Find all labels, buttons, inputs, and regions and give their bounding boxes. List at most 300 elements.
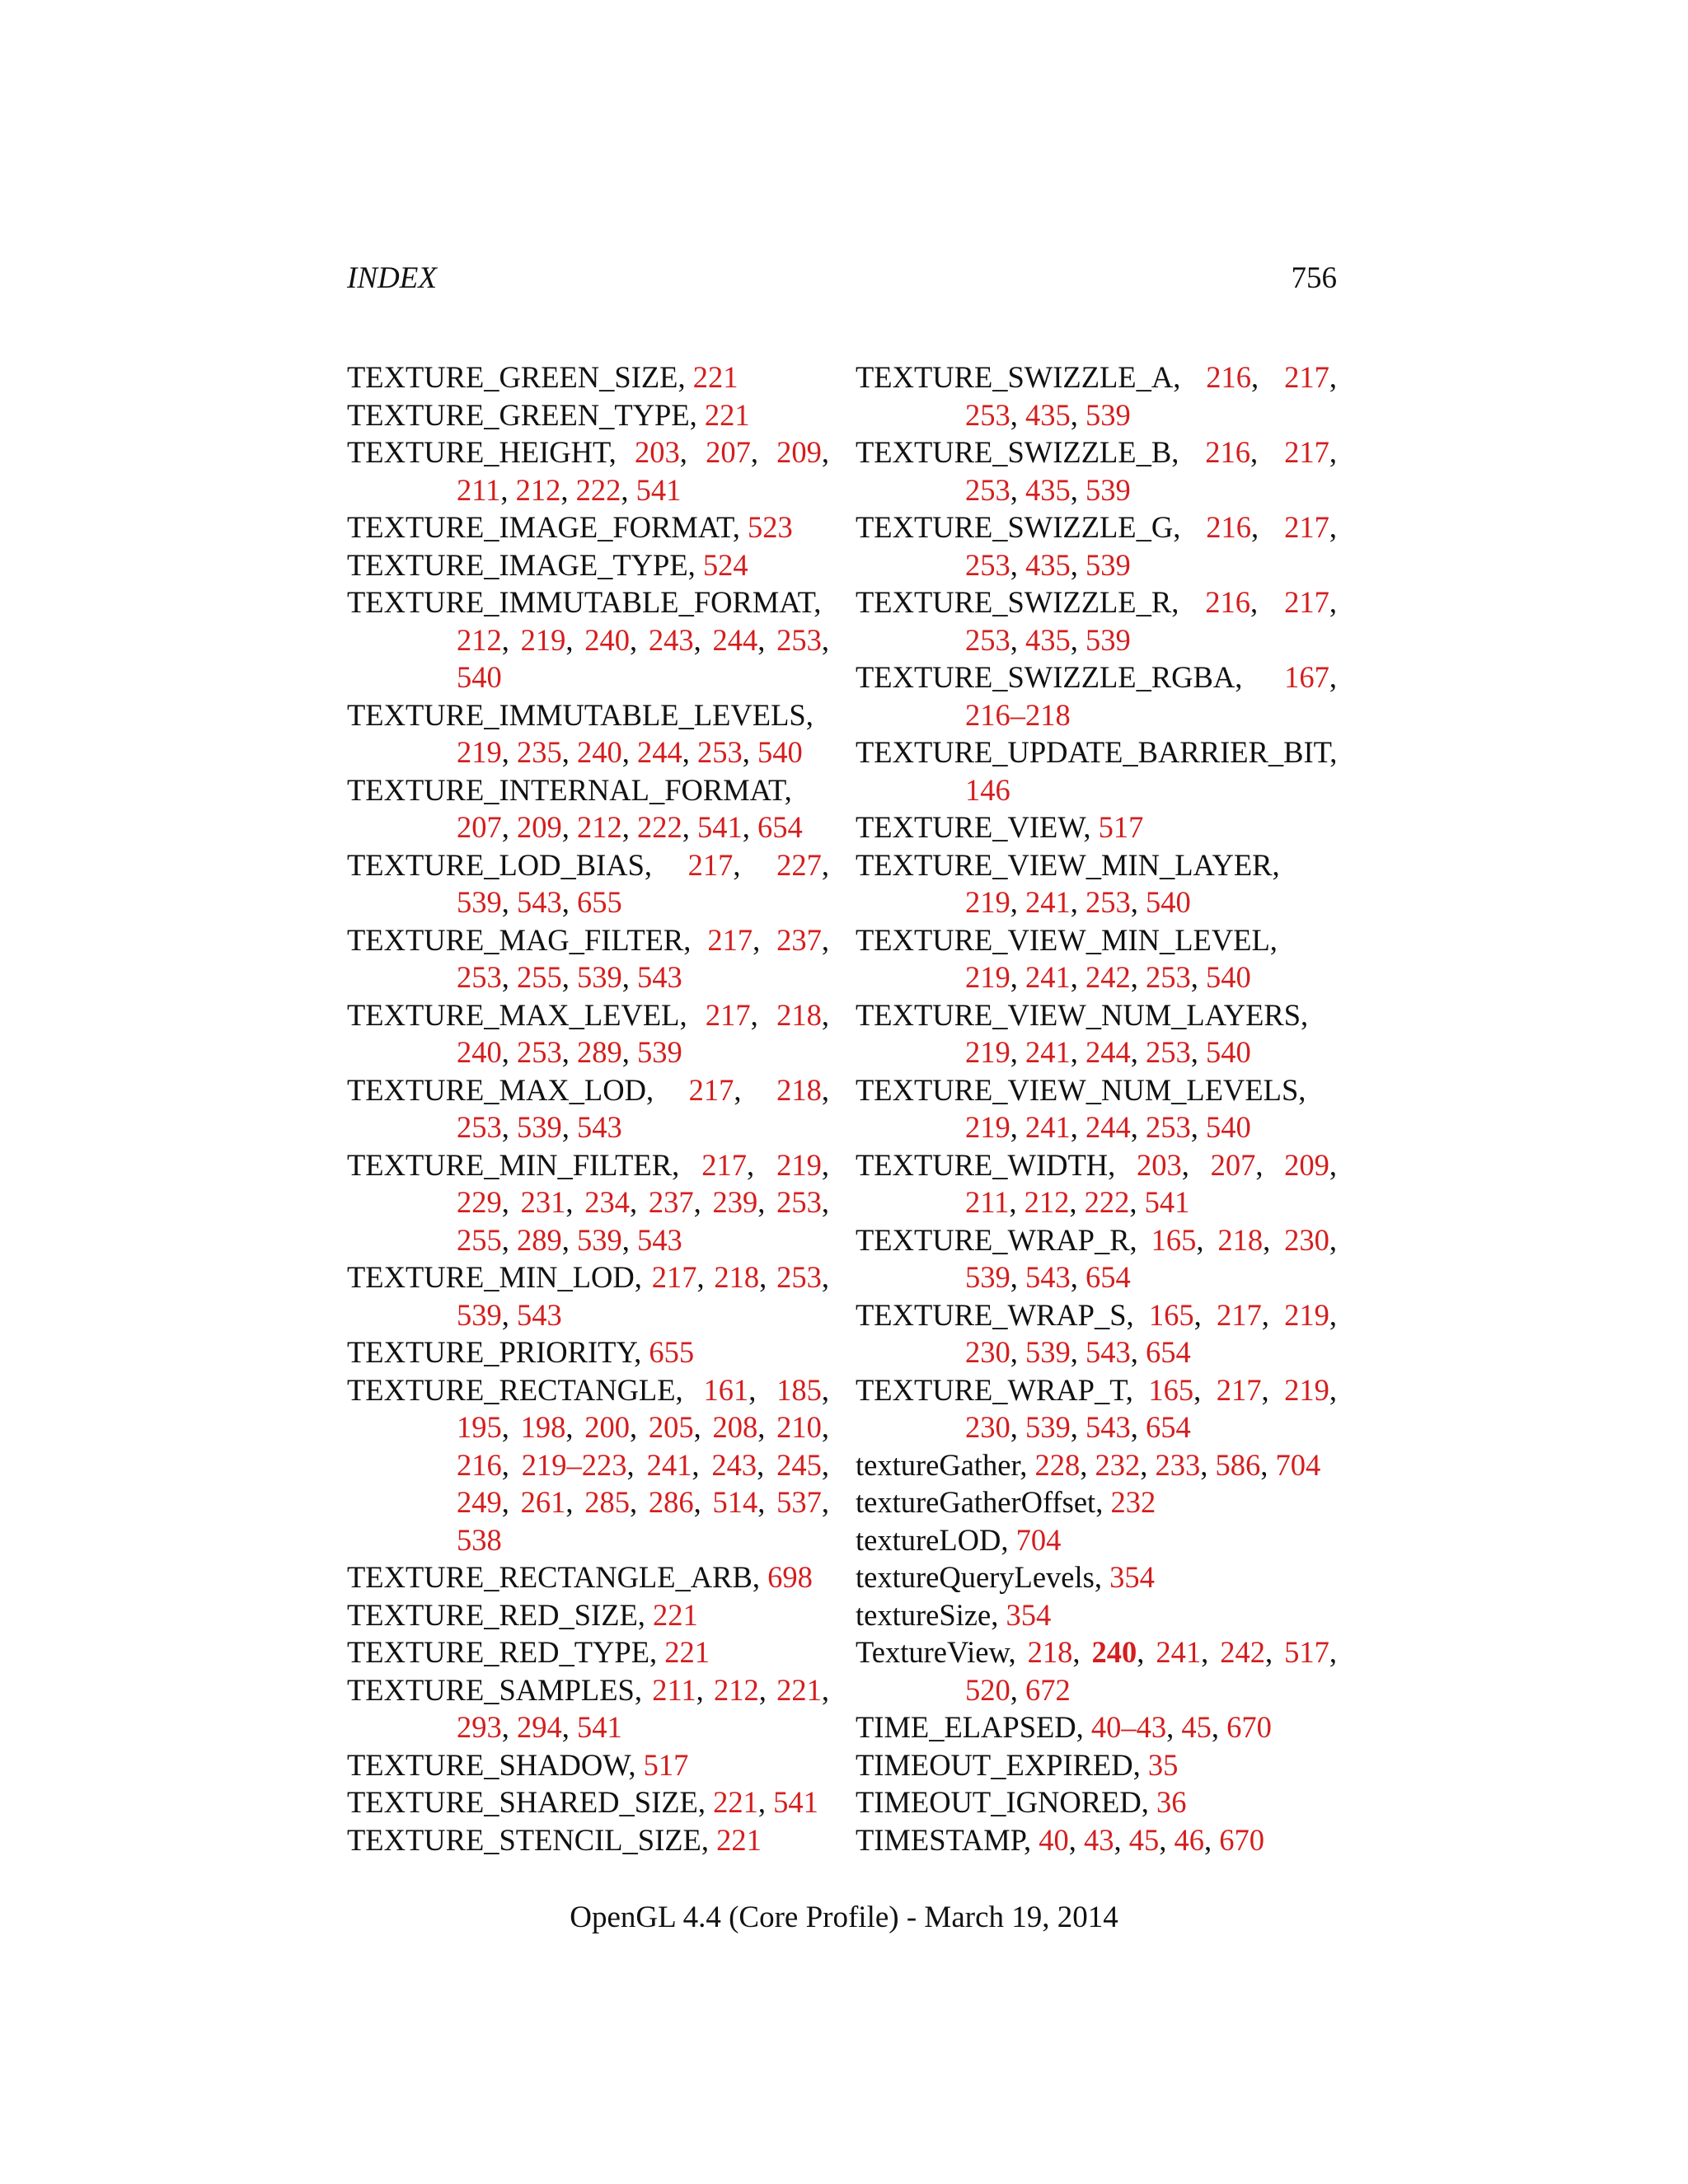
page-reference-link[interactable]: 541 (1144, 1185, 1190, 1219)
index-entry: TEXTURE_MIN_LOD, 217, 218, 253, 539, 543 (347, 1260, 830, 1332)
index-entry: TEXTURE_MIN_FILTER, 217, 219, 229, 231, 234, 237, 239, 253, 255, 289, 539, 543 (347, 1147, 829, 1257)
page-reference-link[interactable]: 354 (1109, 1560, 1155, 1594)
index-column-left (347, 359, 829, 1858)
page-reference-link[interactable]: 217 (701, 1147, 747, 1182)
index-entry: TEXTURE_MAX_LEVEL, 217, 218, 240, 253, 289, 539 (347, 997, 829, 1069)
page-reference-link[interactable]: 517 (1098, 810, 1144, 844)
index-term: textureQueryLevels (856, 1560, 1095, 1594)
page-reference-link[interactable]: 216–218 (965, 697, 1071, 732)
page-reference-link[interactable]: 219 (1284, 1372, 1329, 1407)
page-reference-link[interactable]: 216 (457, 1447, 502, 1482)
page-reference-link[interactable]: 146 (965, 772, 1010, 807)
page-reference-link[interactable]: 221 (716, 1822, 762, 1857)
page-reference-link[interactable]: 219 (776, 1147, 822, 1182)
index-entry: TEXTURE_SWIZZLE_B, 216, 217, 253, 435, 539 (856, 435, 1337, 507)
index-term: TEXTURE_PRIORITY (347, 1335, 635, 1369)
page-reference-link[interactable]: 221 (664, 1635, 710, 1669)
page-reference-link[interactable]: 244 (1085, 1110, 1131, 1144)
index-entry: TEXTURE_VIEW_NUM_LEVELS, 219, 241, 244, 253, 540 (856, 1072, 1306, 1144)
page-reference-link[interactable]: 540 (757, 735, 803, 769)
page-reference-link[interactable]: 219 (965, 885, 1010, 919)
page-reference-link[interactable]: 244 (712, 622, 758, 657)
page-reference-link[interactable]: 253 (965, 622, 1010, 657)
index-term: TEXTURE_IMAGE_FORMAT (347, 510, 733, 544)
page-reference-link[interactable]: 435 (1025, 472, 1071, 507)
page-reference-link[interactable]: 253 (776, 1260, 822, 1294)
page-reference-link[interactable]: 45 (1128, 1822, 1160, 1857)
index-entry: TIME_ELAPSED, 40–43, 45, 670 (856, 1710, 1272, 1744)
index-entry: TIMEOUT_IGNORED, 36 (856, 1785, 1187, 1819)
index-entry: TEXTURE_STENCIL_SIZE, 221 (347, 1822, 762, 1857)
page-reference-link[interactable]: 218 (776, 1072, 822, 1107)
index-entry: textureGather, 228, 232, 233, 586, 704 (856, 1447, 1321, 1482)
index-term: TEXTURE_VIEW_NUM_LEVELS (856, 1072, 1299, 1107)
page-reference-link[interactable]: 219 (457, 735, 502, 769)
page-reference-link[interactable]: 539 (457, 1297, 502, 1332)
page-reference-link[interactable]: 655 (577, 885, 622, 919)
page-reference-link[interactable]: 294 (517, 1710, 562, 1744)
index-term: TEXTURE_INTERNAL_FORMAT (347, 772, 785, 807)
page-reference-link[interactable]: 654 (757, 810, 803, 844)
page-reference-link[interactable]: 249 (457, 1485, 502, 1519)
index-entry: TEXTURE_HEIGHT, 203, 207, 209, 211, 212, 222, 541 (347, 435, 830, 507)
index-entry: TEXTURE_IMAGE_FORMAT, 523 (347, 510, 793, 544)
page-reference-link[interactable]: 253 (517, 1035, 562, 1069)
page-reference-link[interactable]: 261 (520, 1485, 566, 1519)
page-reference-link[interactable]: 514 (712, 1485, 758, 1519)
page-reference-link[interactable]: 289 (517, 1222, 562, 1257)
page-reference-link[interactable]: 232 (1110, 1485, 1156, 1519)
page-reference-link[interactable]: 354 (1006, 1597, 1052, 1632)
page-reference-link[interactable]: 655 (649, 1335, 695, 1369)
index-term: TEXTURE_SWIZZLE_A (856, 360, 1174, 394)
index-entry: textureLOD, 704 (856, 1522, 1062, 1557)
page-reference-link[interactable]: 543 (637, 1222, 682, 1257)
index-entry: TEXTURE_SWIZZLE_A, 216, 217, 253, 435, 539 (856, 360, 1338, 432)
page-reference-link[interactable]: 539 (1085, 472, 1131, 507)
index-term: TEXTURE_UPDATE_BARRIER_BIT (856, 735, 1330, 769)
page-reference-link[interactable]: 40–43 (1090, 1710, 1167, 1744)
page-reference-link[interactable]: 698 (767, 1560, 813, 1594)
page-reference-link[interactable]: 212 (457, 622, 502, 657)
page-reference-link[interactable]: 586 (1215, 1447, 1261, 1482)
page-reference-link[interactable]: 222 (1084, 1185, 1130, 1219)
page-reference-link[interactable]: 286 (648, 1485, 694, 1519)
index-term: textureLOD (856, 1522, 1001, 1557)
index-entry: TEXTURE_WIDTH, 203, 207, 209, 211, 212, 222, 541 (856, 1147, 1338, 1219)
index-term: TIMEOUT_EXPIRED (856, 1747, 1133, 1782)
page-reference-link[interactable]: 217 (651, 1260, 697, 1294)
index-term: TEXTURE_WRAP_R (856, 1222, 1130, 1257)
index-entry: TEXTURE_RECTANGLE_ARB, 698 (347, 1560, 813, 1594)
page-reference-link[interactable]: 253 (965, 397, 1010, 432)
page-reference-link[interactable]: 523 (747, 510, 793, 544)
page-reference-link[interactable]: 704 (1015, 1522, 1062, 1557)
page-reference-link[interactable]: 541 (577, 1710, 622, 1744)
index-entry: TIMEOUT_EXPIRED, 35 (856, 1747, 1179, 1782)
page-reference-link[interactable]: 539 (1025, 1335, 1071, 1369)
page-reference-link[interactable]: 539 (965, 1260, 1010, 1294)
index-entry: textureGatherOffset, 232 (856, 1485, 1156, 1519)
index-term: TEXTURE_RECTANGLE_ARB (347, 1560, 753, 1594)
page-reference-link[interactable]: 543 (1085, 1335, 1131, 1369)
page-reference-link[interactable]: 543 (517, 1297, 562, 1332)
page-reference-link[interactable]: 217 (1284, 435, 1329, 469)
index-term: TEXTURE_SAMPLES (347, 1672, 635, 1707)
index-term: TEXTURE_VIEW_MIN_LEVEL (856, 922, 1270, 957)
page-reference-link[interactable]: 216 (1205, 435, 1251, 469)
page-reference-link[interactable]: 219 (965, 1035, 1010, 1069)
page-reference-link[interactable]: 216 (1206, 510, 1252, 544)
page-reference-link[interactable]: 243 (711, 1447, 757, 1482)
page-reference-link[interactable]: 539 (1085, 622, 1131, 657)
page-reference-link[interactable]: 240 (457, 1035, 502, 1069)
page-reference-link[interactable]: 229 (457, 1185, 502, 1219)
index-entry: TEXTURE_RED_TYPE, 221 (347, 1635, 710, 1669)
index-entry: TEXTURE_IMAGE_TYPE, 524 (347, 547, 748, 582)
page-reference-link[interactable]: 241 (1025, 1110, 1071, 1144)
page-reference-link[interactable]: 243 (648, 622, 694, 657)
page-reference-link[interactable]: 211 (457, 472, 501, 507)
index-entry: TEXTURE_MAX_LOD, 217, 218, 253, 539, 543 (347, 1072, 829, 1144)
page-reference-link[interactable]: 36 (1156, 1785, 1187, 1819)
index-entry: TEXTURE_WRAP_S, 165, 217, 219, 230, 539, 543, 654 (856, 1297, 1337, 1369)
page-reference-link[interactable]: 165 (1151, 1222, 1197, 1257)
index-entry: textureSize, 354 (856, 1597, 1052, 1632)
page-reference-link[interactable]: 217 (705, 997, 751, 1032)
page-reference-link[interactable]: 539 (1085, 397, 1131, 432)
page-reference-link[interactable]: 217 (1284, 510, 1329, 544)
page-reference-link[interactable]: 217 (1284, 360, 1329, 394)
page-reference-link[interactable]: 217 (1284, 585, 1329, 619)
page-reference-link[interactable]: 228 (1034, 1447, 1081, 1482)
page-reference-link[interactable]: 242 (1220, 1635, 1266, 1669)
page-reference-link[interactable]: 212 (515, 472, 561, 507)
page-reference-link[interactable]: 211 (965, 1185, 1010, 1219)
page-reference-link[interactable]: 198 (520, 1410, 566, 1444)
page-reference-link[interactable]: 217 (1217, 1297, 1262, 1332)
page-reference-link[interactable]: 543 (517, 885, 562, 919)
page-reference-link[interactable]: 231 (520, 1185, 566, 1219)
page-reference-link[interactable]: 209 (1284, 1147, 1329, 1182)
page-reference-link[interactable]: 672 (1025, 1672, 1071, 1707)
page-reference-link[interactable]: 543 (1025, 1260, 1071, 1294)
page-reference-link[interactable]: 540 (1206, 960, 1251, 994)
index-term: textureGatherOffset (856, 1485, 1096, 1519)
index-term: TEXTURE_RECTANGLE (347, 1372, 676, 1407)
page-reference-link[interactable]: 540 (457, 660, 502, 694)
page-reference-link[interactable]: 537 (776, 1485, 822, 1519)
page-reference-link[interactable]: 293 (457, 1710, 502, 1744)
index-term: TIME_ELAPSED (856, 1710, 1076, 1744)
index-term: TEXTURE_SWIZZLE_RGBA (856, 660, 1236, 694)
page-reference-link[interactable]: 195 (457, 1410, 502, 1444)
index-term: TEXTURE_WRAP_S (856, 1297, 1127, 1332)
index-term: TEXTURE_SWIZZLE_B (856, 435, 1172, 469)
page-reference-link[interactable]: 212 (1024, 1185, 1070, 1219)
index-term: TEXTURE_RED_SIZE (347, 1597, 638, 1632)
page-reference-link[interactable]: 541 (635, 472, 682, 507)
page-reference-link[interactable]: 165 (1148, 1297, 1194, 1332)
page-reference-link[interactable]: 40 (1039, 1822, 1069, 1857)
page-reference-link[interactable]: 253 (776, 1185, 822, 1219)
page-reference-link[interactable]: 185 (776, 1372, 822, 1407)
page-reference-link[interactable]: 219 (965, 1110, 1010, 1144)
page-reference-link[interactable]: 241 (1025, 885, 1071, 919)
page-reference-link[interactable]: 227 (776, 847, 822, 882)
index-entry: TEXTURE_RECTANGLE, 161, 185, 195, 198, 200, 205, 208, 210, 216, 219–223, 241, 243, 245, 249, 261, 285, 286, 514, 537, 538 (347, 1372, 829, 1557)
index-term: TEXTURE_SWIZZLE_R (856, 585, 1172, 619)
index-term: textureGather (856, 1447, 1020, 1482)
page-reference-link[interactable]: 218 (1217, 1222, 1264, 1257)
index-term: TEXTURE_IMMUTABLE_FORMAT (347, 585, 814, 619)
page-reference-link[interactable]: 520 (965, 1672, 1010, 1707)
page-reference-link[interactable]: 253 (965, 547, 1010, 582)
page-reference-link[interactable]: 253 (1146, 1035, 1191, 1069)
index-term: TEXTURE_MAX_LEVEL (347, 997, 680, 1032)
page-reference-link[interactable]: 654 (1085, 1260, 1131, 1294)
page-reference-link[interactable]: 540 (1146, 885, 1191, 919)
index-entry: TEXTURE_GREEN_SIZE, 221 (347, 360, 738, 394)
page-reference-link[interactable]: 435 (1025, 547, 1071, 582)
page-reference-link[interactable]: 235 (517, 735, 562, 769)
page-reference-link[interactable]: 244 (637, 735, 682, 769)
page-reference-link[interactable]: 543 (577, 1110, 622, 1144)
index-entry: TEXTURE_LOD_BIAS, 217, 227, 539, 543, 655 (347, 847, 830, 919)
page-reference-link[interactable]: 161 (703, 1372, 749, 1407)
page-reference-link[interactable]: 237 (648, 1185, 694, 1219)
page-reference-link[interactable]: 540 (1206, 1035, 1251, 1069)
page-reference-link[interactable]: 222 (637, 810, 682, 844)
page-number: 756 (1291, 261, 1337, 295)
page-reference-link[interactable]: 239 (712, 1185, 758, 1219)
page-reference-link[interactable]: 540 (1206, 1110, 1251, 1144)
index-entry: TEXTURE_VIEW_NUM_LAYERS, 219, 241, 244, 253, 540 (856, 997, 1309, 1069)
index-term: TEXTURE_MAX_LOD (347, 1072, 646, 1107)
page-reference-link[interactable]: 255 (457, 1222, 502, 1257)
page-reference-link[interactable]: 255 (517, 960, 562, 994)
index-entry: TEXTURE_WRAP_R, 165, 218, 230, 539, 543, 654 (856, 1222, 1338, 1294)
page-reference-link[interactable]: 207 (706, 435, 751, 469)
page-reference-link[interactable]: 240 (1091, 1635, 1137, 1669)
index-entry: TEXTURE_SHADOW, 517 (347, 1747, 689, 1782)
page-reference-link[interactable]: 230 (1284, 1222, 1329, 1257)
index-column-right (856, 359, 1337, 1858)
page-reference-link[interactable]: 46 (1174, 1822, 1204, 1857)
index-entry: TEXTURE_IMMUTABLE_FORMAT, 212, 219, 240, 243, 244, 253, 540 (347, 585, 829, 694)
index-entry: TIMESTAMP, 40, 43, 45, 46, 670 (856, 1822, 1264, 1857)
page-reference-link[interactable]: 219–223 (521, 1447, 627, 1482)
page-reference-link[interactable]: 234 (584, 1185, 630, 1219)
page-reference-link[interactable]: 165 (1148, 1372, 1194, 1407)
page-reference-link[interactable]: 253 (457, 1110, 502, 1144)
index-term: TextureView (856, 1635, 1009, 1669)
page-reference-link[interactable]: 253 (1085, 885, 1131, 919)
index-term: TEXTURE_SHARED_SIZE (347, 1785, 698, 1819)
index-term: TEXTURE_SWIZZLE_G (856, 510, 1174, 544)
index-entry: TEXTURE_GREEN_TYPE, 221 (347, 397, 750, 432)
index-entry: TEXTURE_VIEW_MIN_LAYER, 219, 241, 253, 540 (856, 847, 1280, 919)
index-term: TIMESTAMP (856, 1822, 1024, 1857)
index-entry: TEXTURE_INTERNAL_FORMAT, 207, 209, 212, 222, 541, 654 (347, 772, 803, 844)
index-term: TEXTURE_HEIGHT (347, 435, 609, 469)
page-reference-link[interactable]: 209 (776, 435, 822, 469)
page-reference-link[interactable]: 285 (584, 1485, 630, 1519)
page-reference-link[interactable]: 216 (1205, 585, 1251, 619)
page-reference-link[interactable]: 167 (1284, 660, 1329, 694)
page-reference-link[interactable]: 35 (1147, 1747, 1179, 1782)
page-reference-link[interactable]: 517 (1284, 1635, 1329, 1669)
page-reference-link[interactable]: 670 (1226, 1710, 1272, 1744)
index-entry: TEXTURE_SHARED_SIZE, 221, 541 (347, 1785, 818, 1819)
page-reference-link[interactable]: 219 (1284, 1297, 1329, 1332)
index-term: TEXTURE_VIEW_NUM_LAYERS (856, 997, 1301, 1032)
page-reference-link[interactable]: 240 (577, 735, 622, 769)
page-reference-link[interactable]: 543 (637, 960, 682, 994)
page-footer: OpenGL 4.4 (Core Profile) - March 19, 2014 (570, 1900, 1118, 1934)
page-reference-link[interactable]: 244 (1085, 1035, 1131, 1069)
page-reference-link[interactable]: 289 (577, 1035, 622, 1069)
page-reference-link[interactable]: 218 (714, 1260, 760, 1294)
page-reference-link[interactable]: 209 (517, 810, 562, 844)
index-entry: TEXTURE_WRAP_T, 165, 217, 219, 230, 539, 543, 654 (856, 1372, 1337, 1444)
page-reference-link[interactable]: 205 (648, 1410, 694, 1444)
page-reference-link[interactable]: 222 (575, 472, 621, 507)
page-reference-link[interactable]: 217 (1216, 1372, 1262, 1407)
page-reference-link[interactable]: 245 (776, 1447, 822, 1482)
page-reference-link[interactable]: 539 (457, 885, 502, 919)
index-entry: TEXTURE_SAMPLES, 211, 212, 221, 293, 294, 541 (347, 1672, 830, 1744)
page-reference-link[interactable]: 221 (692, 360, 738, 394)
index-entry: TEXTURE_RED_SIZE, 221 (347, 1597, 698, 1632)
page-reference-link[interactable]: 539 (577, 960, 622, 994)
page-reference-link[interactable]: 435 (1025, 622, 1071, 657)
page-reference-link[interactable]: 543 (1085, 1410, 1131, 1444)
page-reference-link[interactable]: 207 (1210, 1147, 1256, 1182)
index-term: TEXTURE_LOD_BIAS (347, 847, 645, 882)
page-reference-link[interactable]: 232 (1095, 1447, 1141, 1482)
page-reference-link[interactable]: 670 (1219, 1822, 1264, 1857)
page-reference-link[interactable]: 435 (1025, 397, 1071, 432)
page-reference-link[interactable]: 212 (577, 810, 622, 844)
page-reference-link[interactable]: 221 (653, 1597, 698, 1632)
index-term: TEXTURE_IMAGE_TYPE (347, 547, 688, 582)
page-reference-link[interactable]: 237 (776, 922, 822, 957)
page-reference-link[interactable]: 524 (702, 547, 748, 582)
page-reference-link[interactable]: 517 (643, 1747, 689, 1782)
index-entry: TEXTURE_VIEW, 517 (856, 810, 1144, 844)
index-term: TEXTURE_SHADOW (347, 1747, 629, 1782)
page-reference-link[interactable]: 221 (704, 397, 750, 432)
page-reference-link[interactable]: 233 (1155, 1447, 1201, 1482)
page-reference-link[interactable]: 241 (1025, 1035, 1071, 1069)
index-entry: textureQueryLevels, 354 (856, 1560, 1155, 1594)
page-reference-link[interactable]: 200 (584, 1410, 630, 1444)
page-reference-link[interactable]: 242 (1085, 960, 1131, 994)
page-reference-link[interactable]: 539 (637, 1035, 682, 1069)
index-entry: TEXTURE_SWIZZLE_R, 216, 217, 253, 435, 539 (856, 585, 1337, 657)
index-entry: TEXTURE_MAG_FILTER, 217, 237, 253, 255, 539, 543 (347, 922, 830, 994)
index-term: TEXTURE_GREEN_SIZE (347, 360, 678, 394)
index-term: TEXTURE_IMMUTABLE_LEVELS (347, 697, 806, 732)
index-term: TEXTURE_GREEN_TYPE (347, 397, 690, 432)
page-reference-link[interactable]: 218 (1027, 1635, 1073, 1669)
page-reference-link[interactable]: 539 (517, 1110, 562, 1144)
page-reference-link[interactable]: 539 (577, 1222, 622, 1257)
page-reference-link[interactable]: 253 (1146, 1110, 1191, 1144)
index-term: TEXTURE_STENCIL_SIZE (347, 1822, 701, 1857)
page-reference-link[interactable]: 654 (1146, 1410, 1191, 1444)
index-term: textureSize (856, 1597, 992, 1632)
page-reference-link[interactable]: 704 (1275, 1447, 1321, 1482)
page-reference-link[interactable]: 221 (713, 1785, 758, 1819)
page-reference-link[interactable]: 241 (1025, 960, 1071, 994)
index-entry: TEXTURE_SWIZZLE_RGBA, 167, 216–218 (856, 660, 1337, 732)
page-reference-link[interactable]: 45 (1181, 1710, 1212, 1744)
page-reference-link[interactable]: 253 (1146, 960, 1191, 994)
page-reference-link[interactable]: 216 (1206, 360, 1252, 394)
page-reference-link[interactable]: 221 (776, 1672, 822, 1707)
page-reference-link[interactable]: 539 (1025, 1410, 1071, 1444)
page-reference-link[interactable]: 217 (707, 922, 753, 957)
page-reference-link[interactable]: 538 (457, 1522, 502, 1557)
index-entry: TEXTURE_UPDATE_BARRIER_BIT, 146 (856, 735, 1338, 807)
section-title: INDEX (347, 261, 437, 295)
page-reference-link[interactable]: 208 (712, 1410, 758, 1444)
index-term: TEXTURE_RED_TYPE (347, 1635, 649, 1669)
page-reference-link[interactable]: 541 (773, 1785, 818, 1819)
page-reference-link[interactable]: 253 (965, 472, 1010, 507)
page-reference-link[interactable]: 230 (965, 1335, 1010, 1369)
page-reference-link[interactable]: 218 (776, 997, 822, 1032)
index-term: TEXTURE_MAG_FILTER (347, 922, 684, 957)
index-entry: TEXTURE_IMMUTABLE_LEVELS, 219, 235, 240, 244, 253, 540 (347, 697, 814, 769)
page-reference-link[interactable]: 253 (457, 960, 502, 994)
page-reference-link[interactable]: 217 (687, 847, 734, 882)
page-reference-link[interactable]: 253 (776, 622, 822, 657)
page-reference-link[interactable]: 219 (965, 960, 1010, 994)
index-term: TIMEOUT_IGNORED (856, 1785, 1142, 1819)
index-term: TEXTURE_VIEW (856, 810, 1084, 844)
page-reference-link[interactable]: 230 (965, 1410, 1010, 1444)
index-entry: TEXTURE_SWIZZLE_G, 216, 217, 253, 435, 539 (856, 510, 1338, 582)
index-term: TEXTURE_VIEW_MIN_LAYER (856, 847, 1273, 882)
index-entry: TEXTURE_VIEW_MIN_LEVEL, 219, 241, 242, 253, 540 (856, 922, 1278, 994)
page-reference-link[interactable]: 253 (697, 735, 743, 769)
page-reference-link[interactable]: 241 (646, 1447, 692, 1482)
page-reference-link[interactable]: 241 (1156, 1635, 1202, 1669)
page-reference-link[interactable]: 207 (457, 810, 502, 844)
index-entry: TextureView, 218, 240, 241, 242, 517, 520, 672 (856, 1635, 1338, 1707)
page-reference-link[interactable]: 203 (1136, 1147, 1182, 1182)
index-entry: TEXTURE_PRIORITY, 655 (347, 1335, 695, 1369)
page-reference-link[interactable]: 43 (1083, 1822, 1114, 1857)
page-reference-link[interactable]: 203 (634, 435, 680, 469)
index-term: TEXTURE_WIDTH (856, 1147, 1109, 1182)
page-reference-link[interactable]: 217 (688, 1072, 734, 1107)
page-reference-link[interactable]: 654 (1146, 1335, 1191, 1369)
index-term: TEXTURE_MIN_FILTER (347, 1147, 673, 1182)
page-reference-link[interactable]: 210 (776, 1410, 822, 1444)
page-reference-link[interactable]: 240 (584, 622, 630, 657)
page-reference-link[interactable]: 539 (1085, 547, 1131, 582)
running-head (347, 257, 1337, 300)
page-reference-link[interactable]: 211 (652, 1672, 696, 1707)
page-reference-link[interactable]: 541 (697, 810, 743, 844)
page-reference-link[interactable]: 219 (520, 622, 566, 657)
index-term: TEXTURE_WRAP_T (856, 1372, 1126, 1407)
page-reference-link[interactable]: 212 (714, 1672, 759, 1707)
